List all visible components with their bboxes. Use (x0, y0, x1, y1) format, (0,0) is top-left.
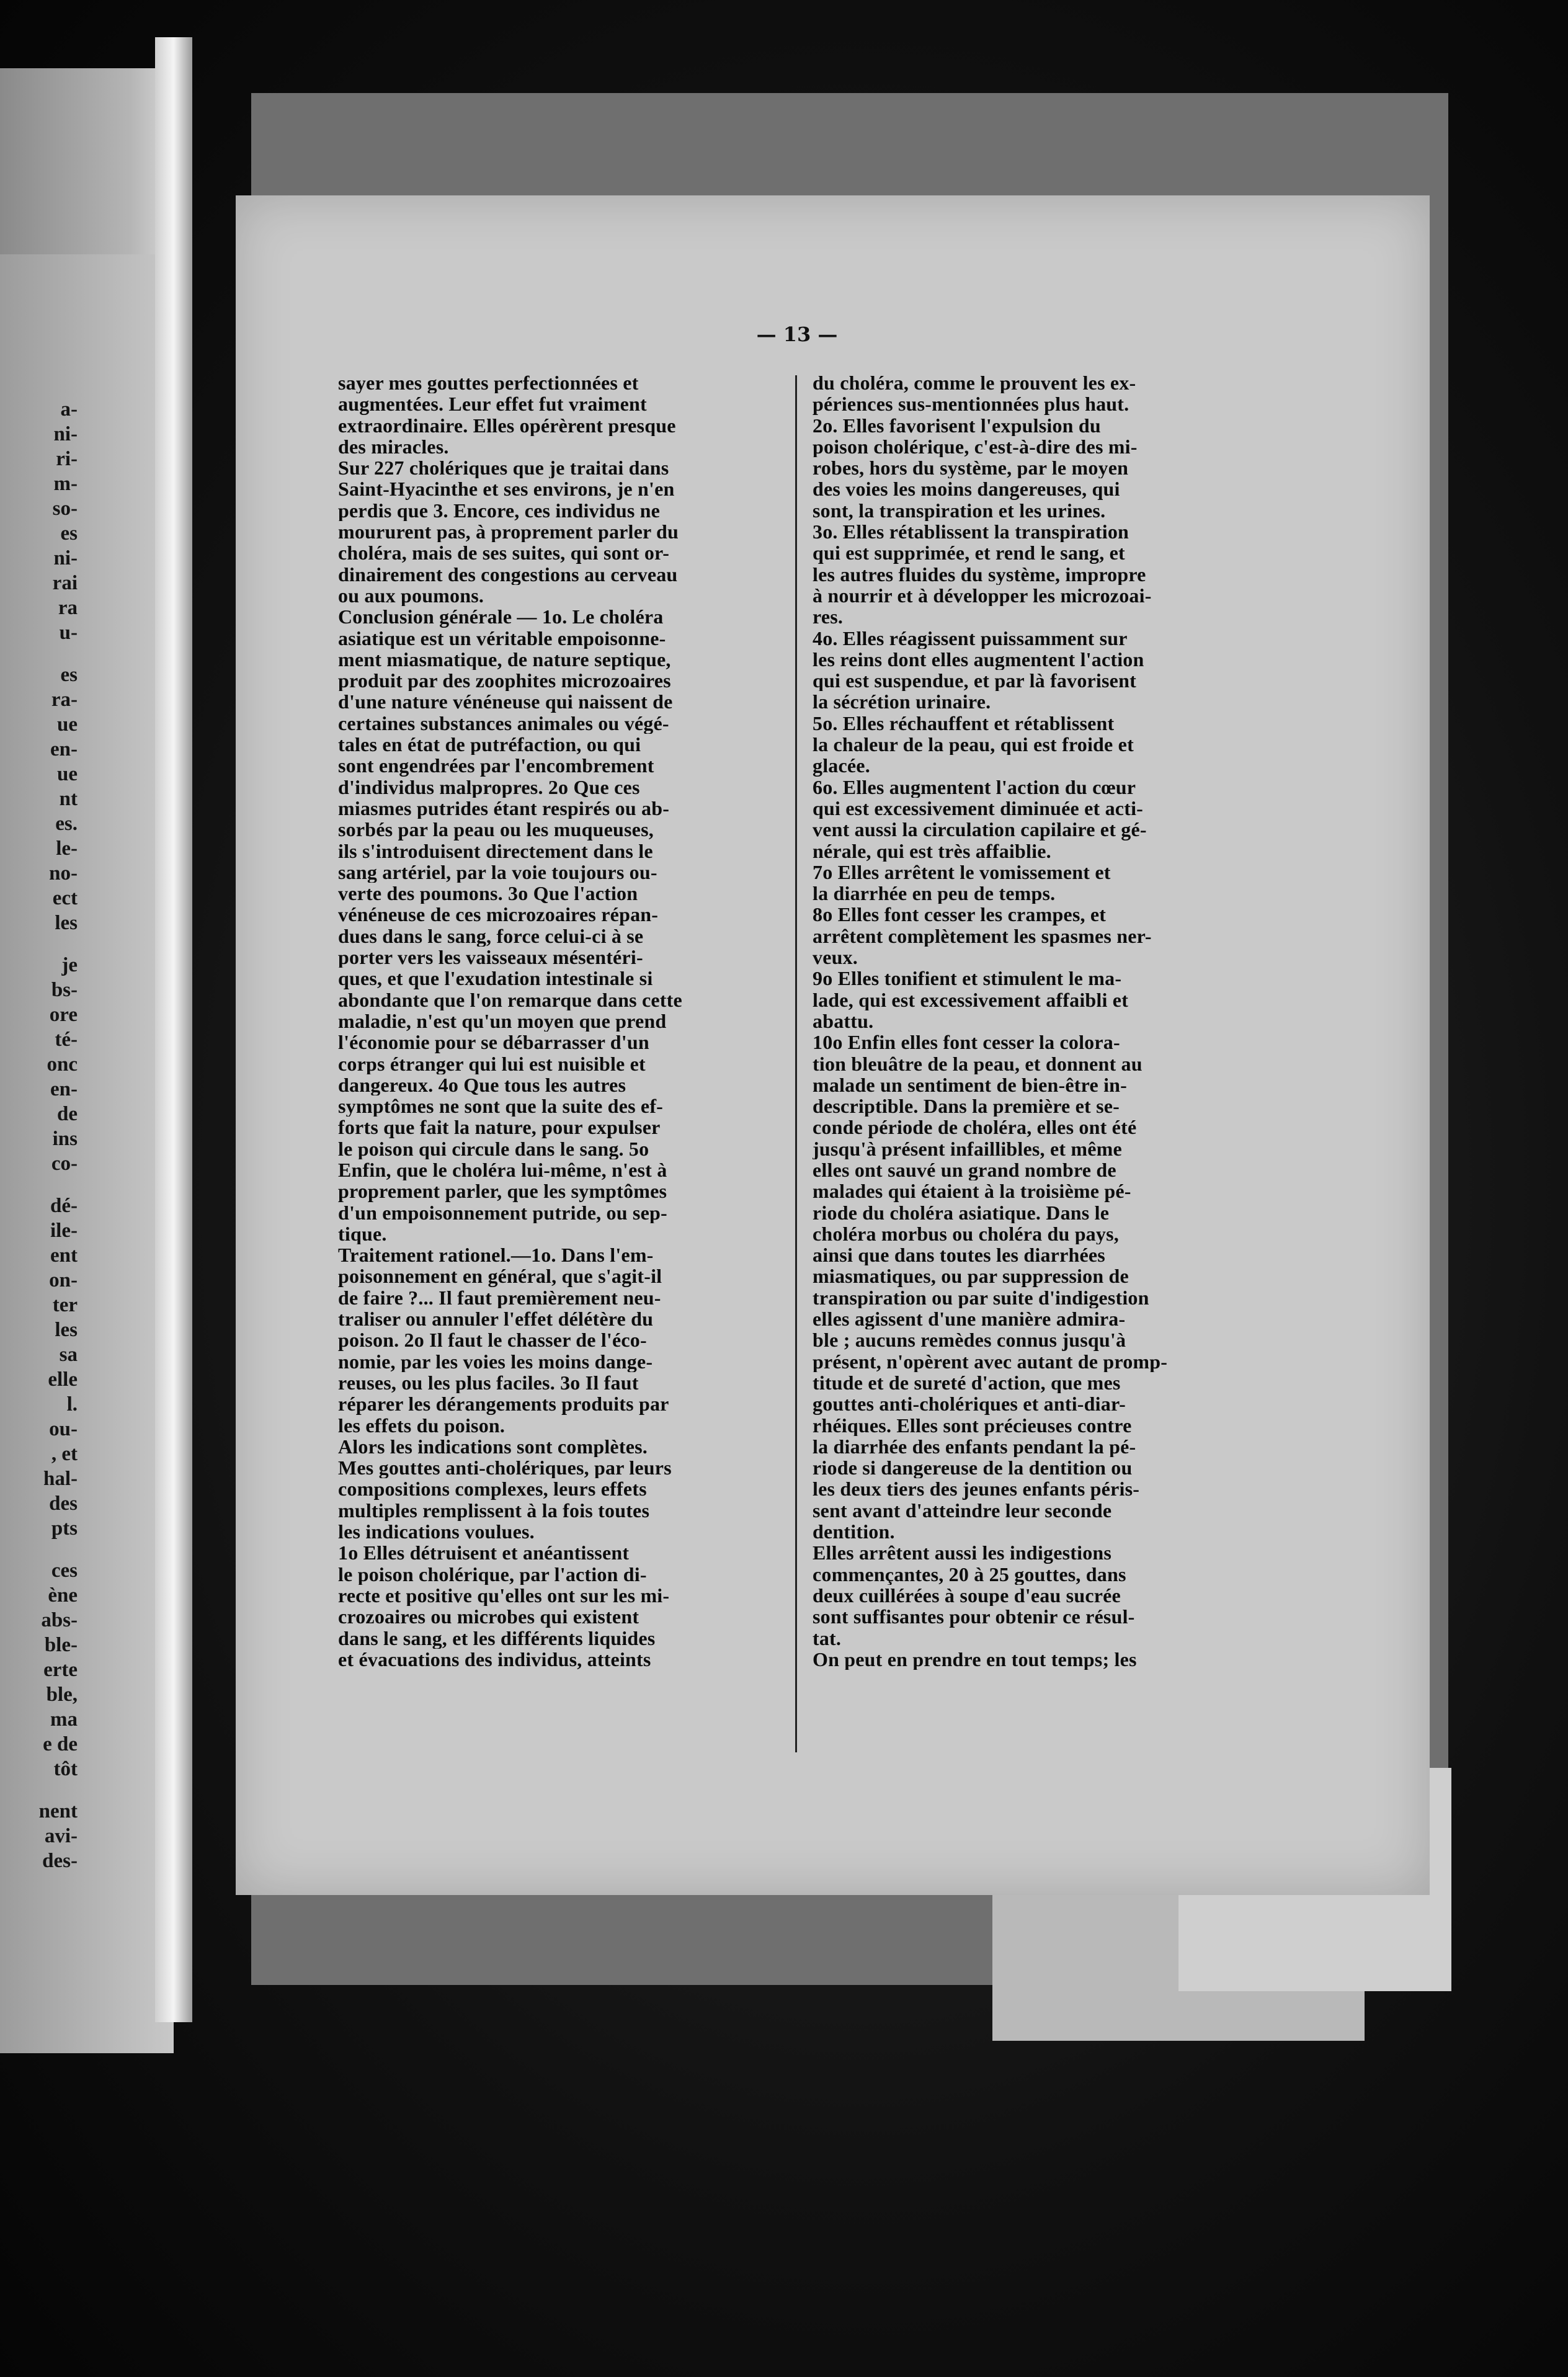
text-line: lade, qui est excessivement affaibli et (813, 989, 1129, 1010)
fragment-line: dé- (50, 1195, 78, 1217)
text-line: augmentées. Leur effet fut vraiment (338, 393, 647, 415)
fragment-line: elle (48, 1368, 78, 1391)
fragment-line: nent (38, 1800, 78, 1822)
text-line: poisonnement en général, que s'agit-il (338, 1265, 662, 1287)
text-line: certaines substances animales ou végé- (338, 712, 669, 734)
text-line: la diarrhée en peu de temps. (813, 883, 1056, 904)
text-line: glacée. (813, 755, 870, 777)
text-line: corps étranger qui lui est nuisible et (338, 1053, 646, 1074)
text-line: Alors les indications sont complètes. (338, 1435, 648, 1458)
text-line: deux cuillérées à soupe d'eau sucrée (813, 1584, 1121, 1607)
text-line: tique. (338, 1223, 387, 1245)
fragment-line: ue (57, 763, 78, 785)
fragment-line: on- (49, 1269, 78, 1291)
fragment-line: ni- (53, 423, 78, 445)
fragment-line: es. (55, 813, 78, 835)
book-spine (155, 37, 192, 2022)
text-line: ble ; aucuns remèdes connus jusqu'à (813, 1329, 1126, 1351)
text-column-right (813, 372, 1241, 1670)
fragment-line: je (61, 954, 78, 976)
text-line: crozoaires ou microbes qui existent (338, 1606, 639, 1628)
text-line: jusqu'à présent infaillibles, et même (813, 1138, 1122, 1159)
column-divider (795, 375, 797, 1752)
text-line: qui est excessivement diminuée et acti- (813, 797, 1144, 819)
text-line: les autres fluides du système, impropre (813, 563, 1146, 585)
text-line: multiples remplissent à la fois toutes (338, 1499, 650, 1522)
text-line: forts que fait la nature, pour expulser (338, 1117, 661, 1138)
text-line: sont suffisantes pour obtenir ce résul- (813, 1606, 1135, 1628)
fragment-line: ène (48, 1584, 78, 1607)
text-line: des miracles. (338, 435, 449, 458)
text-line: veux. (813, 947, 858, 968)
text-line: réparer les dérangements produits par (338, 1393, 669, 1415)
text-line: compositions complexes, leurs effets (338, 1478, 647, 1500)
text-line: Conclusion générale — 1o. Le choléra (338, 606, 664, 628)
text-line: poison. 2o Il faut le chasser de l'éco- (338, 1329, 647, 1351)
text-line: rhéiques. Elles sont précieuses contre (813, 1414, 1132, 1436)
text-line: les deux tiers des jeunes enfants péris- (813, 1478, 1140, 1500)
fragment-line: rai (52, 572, 78, 594)
text-line: 4o. Elles réagissent puissamment sur (813, 627, 1128, 649)
text-line: tat. (813, 1627, 842, 1649)
text-line: qui est supprimée, et rend le sang, et (813, 542, 1125, 564)
text-line: la sécrétion urinaire. (813, 691, 991, 713)
text-line: vent aussi la circulation capilaire et gé- (813, 819, 1147, 841)
fragment-line: avi- (44, 1825, 78, 1847)
text-line: poison cholérique, c'est-à-dire des mi- (813, 435, 1138, 458)
text-line: arrêtent complètement les spasmes ner- (813, 925, 1152, 947)
fragment-line: es (60, 664, 78, 686)
text-line: recte et positive qu'elles ont sur les mi- (338, 1584, 670, 1607)
text-line: 7o Elles arrêtent le vomissement et (813, 861, 1111, 883)
fragment-line: de (57, 1103, 78, 1125)
text-line: transpiration ou par suite d'indigestion (813, 1287, 1149, 1309)
fragment-line: co- (51, 1153, 78, 1175)
text-line: robes, hors du système, par le moyen (813, 457, 1129, 479)
fragment-line: ri- (56, 448, 78, 470)
text-line: choléra morbus ou choléra du pays, (813, 1223, 1119, 1245)
page-number: — 13 — (756, 323, 838, 346)
text-line: 9o Elles tonifient et stimulent le ma- (813, 968, 1122, 989)
text-line: 6o. Elles augmentent l'action du cœur (813, 776, 1136, 798)
text-line: dues dans le sang, force celui-ci à se (338, 925, 644, 947)
fragment-line: sa (59, 1344, 78, 1366)
text-line: dans le sang, et les différents liquides (338, 1627, 656, 1649)
text-line: Saint-Hyacinthe et ses environs, je n'en (338, 478, 675, 500)
fragment-line (0, 1176, 78, 1193)
text-line: les effets du poison. (338, 1414, 506, 1436)
text-line: 3o. Elles rétablissent la transpiration (813, 521, 1129, 543)
text-line: sent avant d'atteindre leur seconde (813, 1499, 1112, 1522)
text-line: nérale, qui est très affaiblie. (813, 840, 1051, 862)
fragment-line: en- (50, 1078, 78, 1100)
fragment-line: ou- (49, 1418, 78, 1440)
text-line: proprement parler, que les symptômes (338, 1180, 667, 1202)
fragment-line: pts (51, 1517, 78, 1540)
text-line: des voies les moins dangereuses, qui (813, 478, 1120, 500)
text-line: abondante que l'on remarque dans cette (338, 989, 682, 1010)
text-line: Sur 227 cholériques que je traitai dans (338, 457, 669, 479)
text-line: riode du choléra asiatique. Dans le (813, 1202, 1110, 1223)
fragment-line: e de (43, 1733, 78, 1755)
fragment-line: , et (51, 1443, 78, 1465)
fragment-line: ore (49, 1004, 78, 1026)
fragment-line: ra (58, 597, 78, 619)
fragment-line: ces (51, 1559, 78, 1582)
text-line: Mes gouttes anti-cholériques, par leurs (338, 1457, 672, 1479)
fragment-line: ble- (44, 1634, 78, 1656)
fragment-line: a- (60, 398, 78, 421)
fragment-line (0, 645, 78, 662)
fragment-line: ect (52, 887, 78, 909)
fragment-line: les (55, 912, 78, 934)
text-line: reuses, ou les plus faciles. 3o Il faut (338, 1371, 639, 1394)
text-line: sang artériel, par la voie toujours ou- (338, 861, 657, 883)
text-line: 10o Enfin elles font cesser la colora- (813, 1032, 1120, 1053)
fragment-line: des (49, 1492, 78, 1515)
fragment-line: nt (59, 788, 78, 810)
text-line: sont engendrées par l'encombrement (338, 755, 654, 777)
fragment-line: ma (50, 1708, 78, 1731)
text-line: dentition. (813, 1521, 895, 1543)
fragment-line: l. (66, 1393, 78, 1416)
text-line: qui est suspendue, et par là favorisent (813, 670, 1136, 692)
text-line: ment miasmatique, de nature septique, (338, 648, 671, 671)
text-line: perdis que 3. Encore, ces individus ne (338, 499, 661, 522)
text-line: asiatique est un véritable empoisonne- (338, 627, 666, 649)
text-line: elles agissent d'une manière admira- (813, 1308, 1126, 1330)
text-line: malade un sentiment de bien-être in- (813, 1074, 1128, 1096)
fragment-line: ter (52, 1294, 78, 1316)
text-line: On peut en prendre en tout temps; les (813, 1648, 1137, 1670)
fragment-line: so- (52, 497, 78, 520)
text-line: tales en état de putréfaction, ou qui (338, 734, 641, 756)
text-line: présent, n'opèrent avec autant de promp- (813, 1350, 1168, 1372)
fragment-line: ble, (46, 1684, 78, 1706)
text-line: 1o Elles détruisent et anéantissent (338, 1542, 630, 1564)
fragment-line: tôt (53, 1758, 78, 1780)
text-line: produit par des zoophites microzoaires (338, 670, 671, 692)
fragment-line (0, 1541, 78, 1558)
text-line: et évacuations des individus, atteints (338, 1648, 651, 1670)
text-line: sorbés par la peau ou les muqueuses, (338, 819, 654, 841)
fragment-line: ue (57, 713, 78, 736)
text-line: ainsi que dans toutes les diarrhées (813, 1244, 1105, 1266)
fragment-line (0, 1782, 78, 1799)
text-line: verte des poumons. 3o Que l'action (338, 883, 638, 904)
text-column-left (338, 372, 778, 1670)
text-line: 2o. Elles favorisent l'expulsion du (813, 414, 1101, 436)
text-line: miasmes putrides étant respirés ou ab- (338, 797, 670, 819)
text-line: porter vers les vaisseaux mésentéri- (338, 947, 643, 968)
fragment-line: ni- (53, 547, 78, 569)
fragment-line: erte (43, 1659, 78, 1681)
text-line: commençantes, 20 à 25 gouttes, dans (813, 1563, 1126, 1585)
text-line: à nourrir et à développer les microzoai- (813, 584, 1152, 607)
text-line: 5o. Elles réchauffent et rétablissent (813, 712, 1115, 734)
text-line: descriptible. Dans la première et se- (813, 1095, 1120, 1117)
text-line: miasmatiques, ou par suppression de (813, 1265, 1129, 1287)
fragment-line: u- (59, 622, 78, 644)
text-line: sayer mes gouttes perfectionnées et (338, 372, 639, 394)
fragment-line: les (55, 1319, 78, 1341)
text-line: extraordinaire. Elles opérèrent presque (338, 414, 676, 436)
fragment-line: té- (55, 1028, 78, 1051)
text-line: d'une nature vénéneuse qui naissent de (338, 691, 673, 713)
text-line: ils s'introduisent directement dans le (338, 840, 653, 862)
text-line: d'individus malpropres. 2o Que ces (338, 776, 640, 798)
text-line: les indications voulues. (338, 1521, 535, 1543)
text-line: vénéneuse de ces microzoaires répan- (338, 904, 659, 925)
fragment-line: hal- (43, 1468, 78, 1490)
fragment-line: ra- (51, 689, 78, 711)
text-line: l'économie pour se débarrasser d'un (338, 1032, 649, 1053)
text-line: les reins dont elles augmentent l'action (813, 648, 1144, 671)
text-line: Enfin, que le choléra lui-même, n'est à (338, 1159, 667, 1181)
text-line: ques, et que l'exudation intestinale si (338, 968, 653, 989)
text-line: périences sus-mentionnées plus haut. (813, 393, 1129, 415)
text-line: du choléra, comme le prouvent les ex- (813, 372, 1136, 394)
text-line: malades qui étaient à la troisième pé- (813, 1180, 1131, 1202)
text-line: titude et de sureté d'action, que mes (813, 1371, 1121, 1394)
text-line: riode si dangereuse de la dentition ou (813, 1457, 1133, 1479)
fragment-line: des- (42, 1850, 78, 1872)
text-line: le poison cholérique, par l'action di- (338, 1563, 647, 1585)
text-line: traliser ou annuler l'effet délétère du (338, 1308, 654, 1330)
text-line: la diarrhée des enfants pendant la pé- (813, 1435, 1136, 1458)
fragment-line: ile- (50, 1220, 78, 1242)
text-line: tion bleuâtre de la peau, et donnent au (813, 1053, 1143, 1074)
text-line: 8o Elles font cesser les crampes, et (813, 904, 1107, 925)
fragment-line: es (60, 522, 78, 545)
text-line: maladie, n'est qu'un moyen que prend (338, 1010, 667, 1032)
text-line: abattu. (813, 1010, 874, 1032)
text-line: nomie, par les voies les moins dange- (338, 1350, 653, 1372)
text-line: de faire ?... Il faut premièrement neu- (338, 1287, 661, 1309)
fragment-line: ent (50, 1244, 78, 1267)
text-line: res. (813, 606, 844, 628)
text-line: ou aux poumons. (338, 584, 484, 607)
fragment-line: abs- (41, 1609, 78, 1631)
fragment-line: bs- (51, 979, 78, 1001)
text-line: gouttes anti-cholériques et anti-diar- (813, 1393, 1126, 1415)
text-line: le poison qui circule dans le sang. 5o (338, 1138, 649, 1159)
text-line: sont, la transpiration et les urines. (813, 499, 1106, 522)
text-line: elles ont sauvé un grand nombre de (813, 1159, 1116, 1181)
facing-page-text-fragments (0, 397, 78, 1873)
fragment-line: en- (50, 738, 78, 760)
fragment-line: onc (47, 1053, 78, 1076)
text-line: d'un empoisonnement putride, ou sep- (338, 1202, 667, 1223)
fragment-line: no- (49, 862, 78, 885)
text-line: Elles arrêtent aussi les indigestions (813, 1542, 1112, 1564)
text-line: choléra, mais de ses suites, qui sont or- (338, 542, 670, 564)
text-line: moururent pas, à proprement parler du (338, 521, 679, 543)
fragment-line: le- (56, 837, 78, 860)
text-line: la chaleur de la peau, qui est froide et (813, 734, 1134, 756)
text-line: symptômes ne sont que la suite des ef- (338, 1095, 664, 1117)
fragment-line: m- (53, 473, 78, 495)
fragment-line (0, 935, 78, 953)
text-line: dangereux. 4o Que tous les autres (338, 1074, 626, 1096)
text-line: Traitement rationel.—1o. Dans l'em- (338, 1244, 654, 1266)
text-line: dinairement des congestions au cerveau (338, 563, 678, 585)
fragment-line: ins (52, 1128, 78, 1150)
text-line: conde période de choléra, elles ont été (813, 1117, 1137, 1138)
